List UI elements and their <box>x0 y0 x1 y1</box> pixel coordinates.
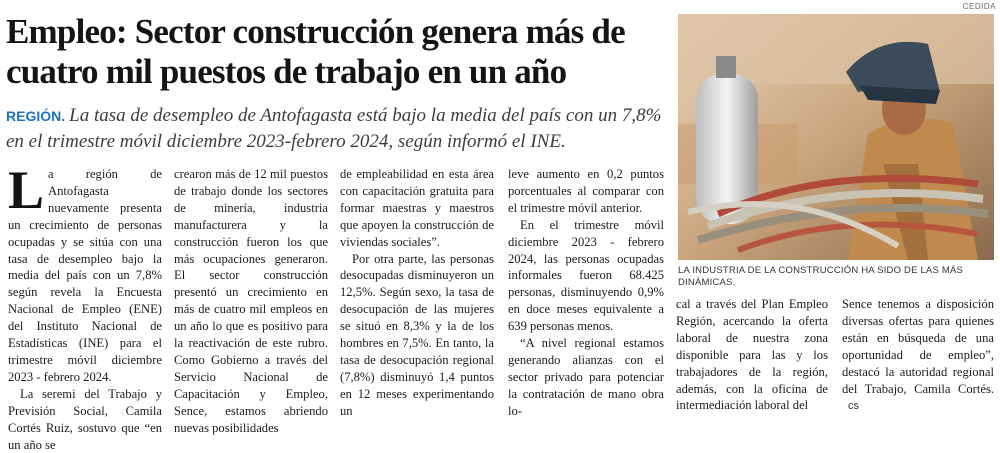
paragraph: crearon más de 12 mil puestos de trabajo donde los sectores de minería, industria manufacturera y la construcción fueron los que más ocupaciones generaron. El sector construcción presentó un crecimiento en más de cuatro mil empleos en un año lo que es positivo para la reactivación de este rubro. Como Gobierno a través del Servicio Nacional de Capacitación y Empleo, Sence, estamos abriendo nuevas posibilidades <box>174 167 328 435</box>
article-column-4 <box>508 166 664 420</box>
photo-caption: LA INDUSTRIA DE LA CONSTRUCCIÓN HA SIDO DE LAS MÁS DINÁMICAS. <box>678 265 964 288</box>
construction-worker-photo <box>678 14 994 260</box>
section-label: REGIÓN. <box>6 108 66 124</box>
drop-cap: L <box>8 160 45 220</box>
paragraph: a región de Antofagasta nuevamente presenta un crecimiento de personas ocupadas y se sitúa con una tasa de desempleo bajo la media del país con un 7,8% según revela la Encuesta Nacional de Empleo (ENE) del Instituto Nacional de Estadísticas (INE) para el trimestre móvil diciembre 2023 - febrero 2024. <box>8 167 162 384</box>
paragraph <box>842 296 994 415</box>
paragraph: cal a través del Plan Empleo Región, acercando la oferta laboral de nuestra zona disponible para las y los trabajadores de la región, además, con la oficina de intermediación laboral del <box>676 297 828 413</box>
paragraph: Por otra parte, las personas desocupadas disminuyeron un 12,5%. Según sexo, la tasa de desocupación de las mujeres se situó en 8,3% y la de los hombres en 7,5%. En tanto, la tasa de desocupación regional (7,8%) disminuyó 1,4 puntos en 12 meses experimentando un <box>340 251 494 418</box>
lead-paragraph <box>6 103 666 154</box>
article-column-5 <box>676 296 828 414</box>
photo-credit: CEDIDA <box>962 2 996 11</box>
paragraph: de empleabilidad en esta área con capacitación gratuita para formar maestras y maestros que apoyen la construcción de viviendas sociales”. <box>340 167 494 249</box>
paragraph: leve aumento en 0,2 puntos porcentuales al comparar con el trimestre móvil anterior. <box>508 167 664 215</box>
article-column-2 <box>174 166 328 437</box>
article-photo <box>678 14 994 260</box>
paragraph: En el trimestre móvil diciembre 2023 - febrero 2024, las personas ocupadas informales fueron 68.425 personas, disminuyendo 0,9% en doce meses equivalente a 639 personas menos. <box>508 217 664 334</box>
headline: Empleo: Sector construcción genera más de cuatro mil puestos de trabajo en un año <box>6 12 625 91</box>
article-column-3 <box>340 166 494 420</box>
paragraph-text: Sence tenemos a disposición diversas ofertas para quienes están en búsqueda de una oportunidad de empleo”, destacó la autoridad regional del Trabajo, Camila Cortés. <box>842 297 994 396</box>
paragraph: “A nivel regional estamos generando alianzas con el sector privado para potenciar la contratación de mano obra lo- <box>508 336 664 418</box>
article-column-6 <box>842 296 994 415</box>
lead-text: La tasa de desempleo de Antofagasta está bajo la media del país con un 7,8% en el trimestre móvil diciembre 2023-febrero 2024, según informó el INE. <box>6 105 662 152</box>
article-column-1 <box>8 160 162 453</box>
paragraph: La seremi del Trabajo y Previsión Social, Camila Cortés Ruiz, sostuvo que “en un año se <box>8 386 162 452</box>
end-mark: cs <box>848 400 859 413</box>
